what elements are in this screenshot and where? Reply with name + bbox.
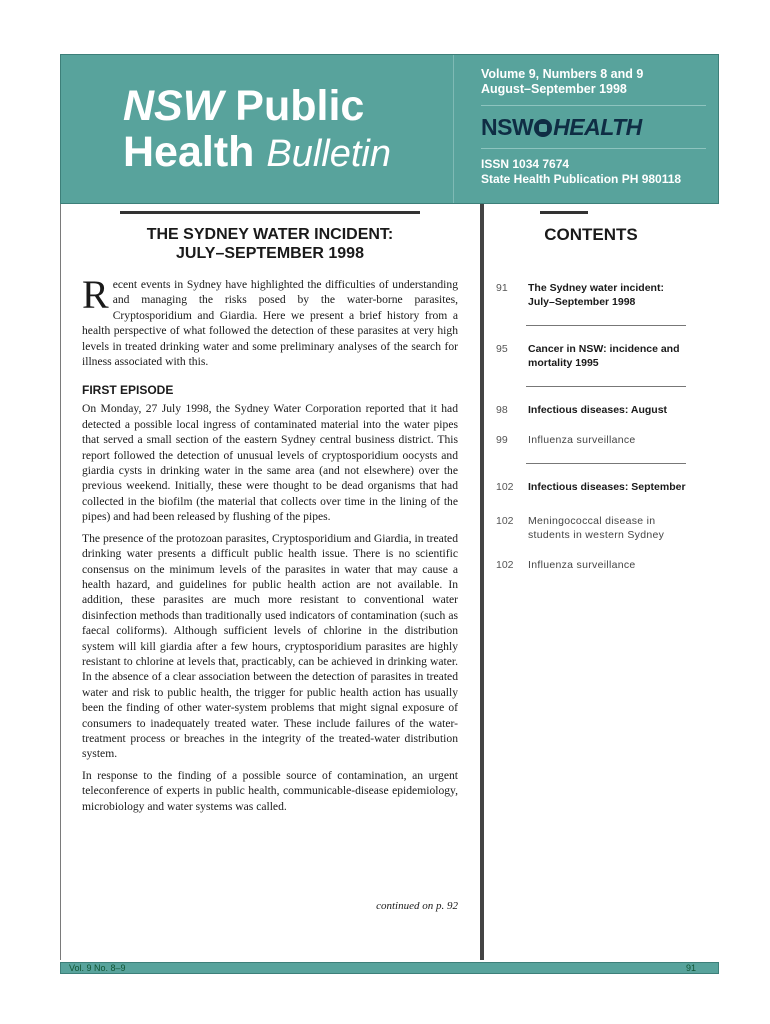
toc-item[interactable] (496, 554, 686, 576)
footer-bar (60, 962, 719, 974)
section-heading: FIRST EPISODE (82, 383, 174, 398)
toc-item[interactable] (496, 429, 686, 451)
intro-paragraph (82, 272, 458, 369)
publication-label: State Health Publication PH 980118 (481, 172, 682, 186)
toc-item-title: The Sydney water incident: July–September 1998 (528, 282, 664, 308)
toc-page-number: 91 (496, 282, 508, 294)
footer-volume: Vol. 9 No. 8–9 (69, 963, 126, 973)
toc-item[interactable] (496, 476, 686, 498)
article-title (82, 225, 458, 263)
toc-item-title: Influenza surveillance (528, 434, 636, 446)
contents-panel (496, 225, 686, 576)
dropcap: R (82, 272, 109, 317)
waratah-icon (534, 119, 552, 137)
toc-item-title: Influenza surveillance (528, 559, 636, 571)
title-bulletin: Bulletin (266, 133, 392, 175)
date-label: August–September 1998 (481, 82, 627, 96)
footer-page-number: 91 (685, 963, 696, 973)
toc-item[interactable] (496, 399, 686, 421)
volume-label: Volume 9, Numbers 8 and 9 (481, 67, 644, 81)
title-public: Public (235, 82, 365, 130)
toc-page-number: 98 (496, 404, 508, 416)
article-title-line2: JULY–SEPTEMBER 1998 (176, 245, 364, 262)
toc-page-number: 95 (496, 343, 508, 355)
title-health: Health (123, 128, 255, 176)
body-paragraph-3: In response to the finding of a possible source of contamination, an urgent teleconference of experts in public health, communicable-disease epidemiology, microbiology and water systems was called. (82, 768, 458, 813)
issn-label: ISSN 1034 7674 (481, 157, 570, 171)
toc-item[interactable] (496, 510, 686, 546)
logo-health-text: HEALTH (553, 114, 642, 140)
toc-page-number: 102 (496, 481, 514, 493)
continued-link[interactable]: continued on p. 92 (376, 900, 458, 912)
article-top-rule (120, 211, 420, 214)
toc-item[interactable] (496, 277, 686, 313)
toc-item-title: Infectious diseases: September (528, 481, 686, 493)
contents-title: CONTENTS (544, 225, 638, 244)
toc-item-title: Meningococcal disease in students in western Sydney (528, 515, 665, 541)
toc-item-title: Infectious diseases: August (528, 404, 668, 416)
body-paragraph-2: The presence of the protozoan parasites, Cryptosporidium and Giardia, in treated drinking water presents a difficult public health issue. There is no scientific consensus on the minimum levels of the parasites in water that may cause a health hazard, and guidelines for public health action are not available. In addition, these parasites are much more resistant to conventional water disinfection methods than traditionally used indicators of contamination (such as faecal coliforms). Although sufficient levels of chlorine in the distribution system will kill giardia after a few hours, cryptosporidium parasites are highly resistant to chlorine at levels that, practicably, can be achieved in drinking water. In the absence of a clear association between the detection of parasites in treated water and risk to public health, the trigger for public health action has usually been the finding of other water-system problems that might signal exposure of consumers to inadequately treated water. These include failures of the water-treatment process or breaches in the integrity of the treated-water distribution system. (82, 531, 458, 761)
masthead-rule (481, 105, 706, 106)
toc-page-number: 99 (496, 434, 508, 446)
toc-divider (526, 386, 686, 387)
body-paragraph-1: On Monday, 27 July 1998, the Sydney Water Corporation reported that it had detected a possible local ingress of contaminated material into the water pipes that served a small section of the eastern Sydney central business district. This report followed the detection of unusual levels of cryptosporidium oocysts and giardia cysts in drinking water in the same area (and not elsewhere) over the previous weekend. Initially, these were thought to be dead organisms that had collected in the biofilm (the material that collects over time in the lining of the pipes) and had been released by flushing of the pipes. (82, 402, 458, 524)
logo-nsw-text: NSW (481, 114, 534, 140)
nsw-health-logo (481, 114, 711, 140)
article-title-line1: THE SYDNEY WATER INCIDENT: (146, 226, 394, 243)
toc-page-number: 102 (496, 515, 514, 527)
intro-text: ecent events in Sydney have highlighted the difficulties of understanding and managing the risks posed by the water-borne parasites, Cryptosporidium and Giardia. Here we present a brief history from a health perspective of what followed the detection of these parasites at very high levels in treated drinking water and some preliminary analyses of the search for illness associated with this. (82, 278, 458, 369)
masthead-rule (481, 148, 706, 149)
title-nsw: NSW (123, 82, 224, 130)
masthead-info (481, 67, 711, 187)
toc-item-title: Cancer in NSW: incidence and mortality 1995 (528, 343, 680, 369)
toc-page-number: 102 (496, 559, 514, 571)
article (82, 225, 458, 912)
contents-top-rule (540, 211, 588, 214)
toc-divider (526, 463, 686, 464)
masthead (60, 54, 719, 204)
masthead-divider (453, 55, 454, 203)
bulletin-title (123, 83, 391, 177)
toc-item[interactable] (496, 338, 686, 374)
toc-divider (526, 325, 686, 326)
